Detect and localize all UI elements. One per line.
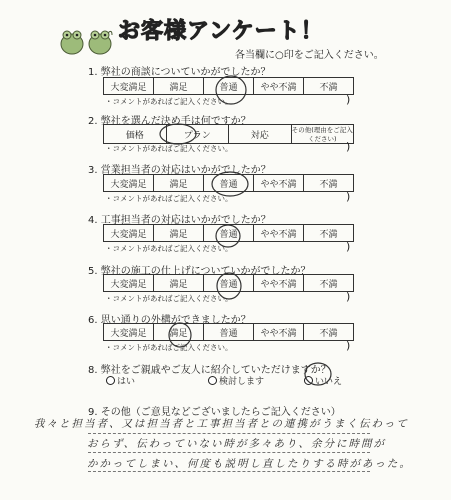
q1-options bbox=[103, 77, 354, 95]
q2-option[interactable]: プラン bbox=[166, 125, 229, 144]
q6-option[interactable]: 普通 bbox=[204, 324, 254, 341]
q5-option[interactable]: 不満 bbox=[304, 275, 354, 292]
q5-option[interactable]: 普通 bbox=[204, 275, 254, 292]
q6-option[interactable]: 満足 bbox=[154, 324, 204, 341]
q3-option[interactable]: 大変満足 bbox=[104, 175, 154, 192]
question-9: 9. その他（ご意見などございましたらご記入ください） bbox=[88, 407, 341, 418]
q3-option[interactable]: 普通 bbox=[204, 175, 254, 192]
answer-line bbox=[88, 452, 370, 453]
q3-comment-paren: ) bbox=[346, 190, 351, 203]
q1-option[interactable]: やや不満 bbox=[254, 78, 304, 95]
q1-comment-paren: ) bbox=[346, 93, 351, 106]
q1-option[interactable]: 不満 bbox=[304, 78, 354, 95]
q6-option[interactable]: やや不満 bbox=[254, 324, 304, 341]
question-5: 5. 弊社の施工の仕上げについていかがでしたか？ bbox=[88, 266, 311, 277]
question-2: 2. 弊社を選んだ決め手は何ですか？ bbox=[88, 116, 251, 127]
q1-option[interactable]: 満足 bbox=[154, 78, 204, 95]
q1-option[interactable]: 大変満足 bbox=[104, 78, 154, 95]
question-1: 1. 弊社の商談についていかがでしたか？ bbox=[88, 67, 271, 78]
q6-option[interactable]: 大変満足 bbox=[104, 324, 154, 341]
handwritten-answer-line: 我々と担当者、又は担当者と工事担当者との連携がうまく伝わって bbox=[34, 418, 409, 430]
q4-comment-hint: ・コメントがあればご記入ください。 bbox=[105, 244, 233, 253]
radio-icon bbox=[208, 376, 217, 385]
q8-option-yes[interactable] bbox=[106, 374, 135, 387]
q8-option-label: はい bbox=[117, 377, 136, 387]
q4-option[interactable]: 不満 bbox=[304, 225, 354, 242]
q6-options bbox=[103, 323, 354, 341]
q5-option[interactable]: 大変満足 bbox=[104, 275, 154, 292]
frog-mascot-right-icon bbox=[86, 25, 114, 55]
q4-option[interactable]: やや不満 bbox=[254, 225, 304, 242]
q3-options bbox=[103, 174, 354, 192]
q1-option[interactable]: 普通 bbox=[204, 78, 254, 95]
q5-comment-hint: ・コメントがあればご記入ください。 bbox=[105, 294, 233, 303]
q5-options bbox=[103, 274, 354, 292]
handwritten-answer-line: かかってしまい、何度も説明し直したりする時があった。 bbox=[87, 458, 412, 470]
question-3: 3. 営業担当者の対応はいかがでしたか？ bbox=[88, 165, 271, 176]
question-6: 6. 思い通りの外構ができましたか？ bbox=[88, 315, 251, 326]
answer-line bbox=[88, 471, 370, 472]
q8-option-label: 検討します bbox=[219, 377, 265, 387]
q5-option[interactable]: 満足 bbox=[154, 275, 204, 292]
q4-options bbox=[103, 224, 354, 242]
radio-icon bbox=[106, 376, 115, 385]
question-4: 4. 工事担当者の対応はいかがでしたか？ bbox=[88, 215, 271, 226]
instruction-text: 各当欄に○印をご記入ください。 bbox=[235, 50, 384, 61]
q2-option[interactable]: 価格 bbox=[104, 125, 167, 144]
question-8: 8. 弊社をご親戚やご友人に紹介していただけますか？ bbox=[88, 365, 331, 376]
q4-option[interactable]: 普通 bbox=[204, 225, 254, 242]
q3-option[interactable]: やや不満 bbox=[254, 175, 304, 192]
q2-option[interactable]: 対応 bbox=[229, 125, 292, 144]
q6-option[interactable]: 不満 bbox=[304, 324, 354, 341]
radio-icon bbox=[304, 376, 313, 385]
q3-option[interactable]: 満足 bbox=[154, 175, 204, 192]
q2-options bbox=[103, 124, 354, 144]
q2-comment-hint: ・コメントがあればご記入ください。 bbox=[105, 144, 233, 153]
q4-comment-paren: ) bbox=[346, 240, 351, 253]
q1-comment-hint: ・コメントがあればご記入ください。 bbox=[105, 97, 233, 106]
q6-comment-paren: ) bbox=[346, 339, 351, 352]
q5-option[interactable]: やや不満 bbox=[254, 275, 304, 292]
q2-comment-paren: ) bbox=[346, 140, 351, 153]
q3-option[interactable]: 不満 bbox=[304, 175, 354, 192]
frog-mascot-left-icon bbox=[58, 25, 86, 55]
q3-comment-hint: ・コメントがあればご記入ください。 bbox=[105, 194, 233, 203]
q8-option-no[interactable] bbox=[304, 374, 342, 387]
answer-line bbox=[88, 433, 370, 434]
q4-option[interactable]: 満足 bbox=[154, 225, 204, 242]
q4-option[interactable]: 大変満足 bbox=[104, 225, 154, 242]
survey-title: お客様アンケート！ bbox=[118, 19, 324, 44]
q6-comment-hint: ・コメントがあればご記入ください。 bbox=[105, 343, 233, 352]
q8-option-consider[interactable] bbox=[208, 374, 264, 387]
q5-comment-paren: ) bbox=[346, 290, 351, 303]
handwritten-answer-line: おらず、伝わっていない時が多々あり、余分に時間が bbox=[87, 438, 387, 450]
q2-option[interactable]: その他(理由をご記入ください) bbox=[291, 126, 353, 143]
q8-option-label: いいえ bbox=[315, 377, 343, 387]
